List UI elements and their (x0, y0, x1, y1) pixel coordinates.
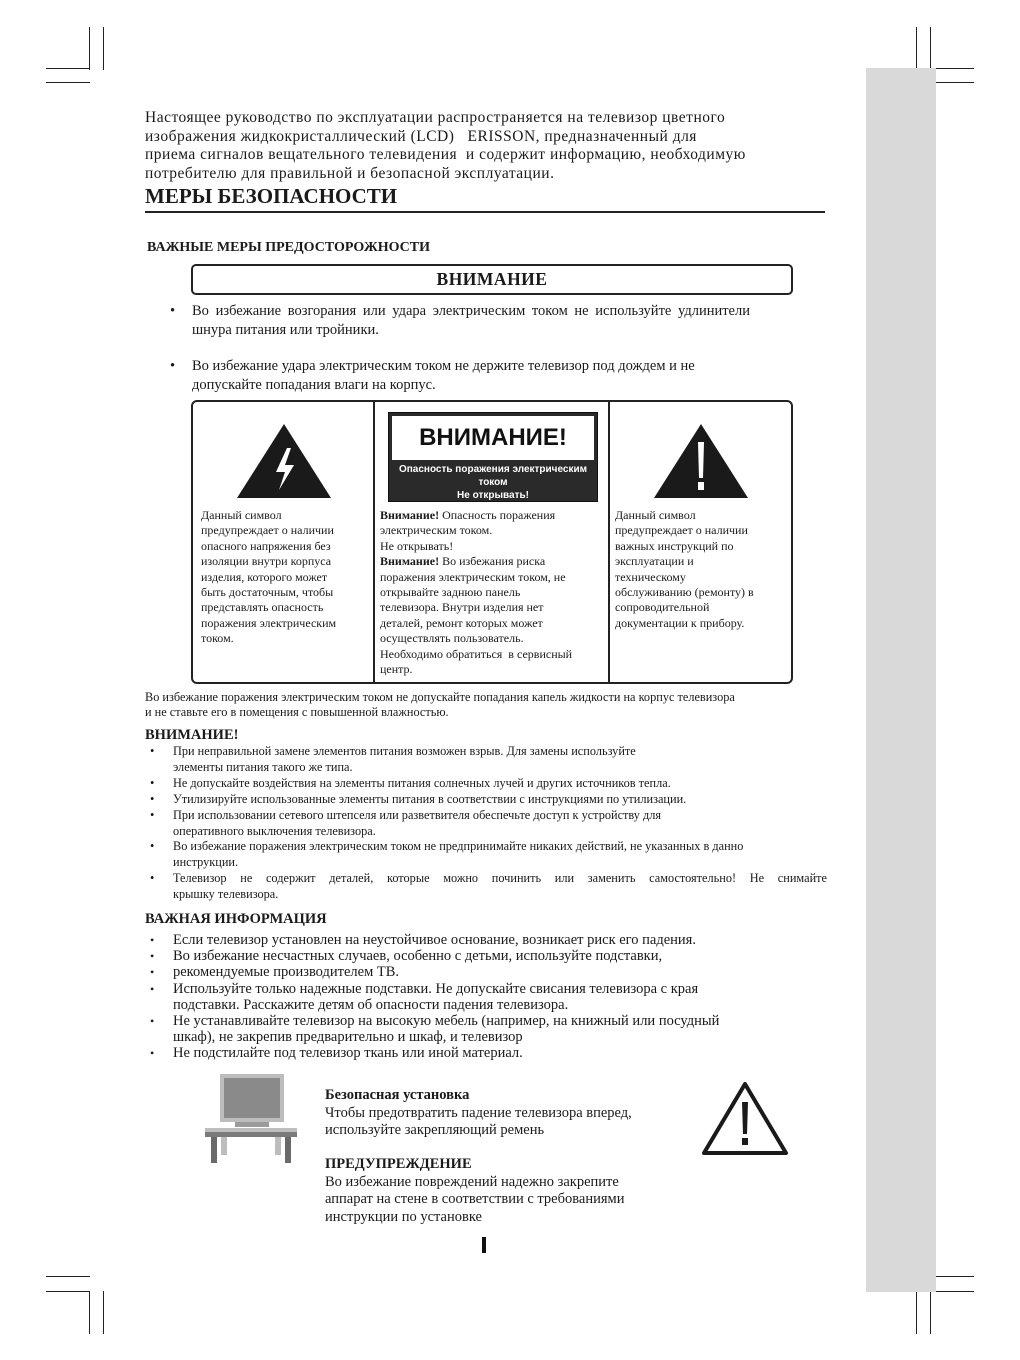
caution-block (325, 1156, 624, 1226)
list-item (145, 932, 827, 948)
bullet: • (150, 949, 155, 964)
text-line: Не допускайте воздействия на элементы питания солнечных лучей и других источников тепла. (173, 775, 671, 790)
text-line: используйте закрепляющий ремень (325, 1122, 545, 1138)
title-rule (145, 211, 825, 213)
bullet: • (150, 933, 155, 947)
text-line: Данный символ (201, 508, 282, 522)
bullet: • (150, 839, 155, 854)
info-list (145, 932, 827, 1062)
text-line: деталей, ремонт которых может (380, 615, 543, 630)
list-item (145, 839, 827, 871)
text-line: Используйте только надежные подставки. Не допускайте свисания телевизора с края (173, 980, 699, 997)
bullet: • (150, 871, 155, 886)
gray-side-tab (866, 68, 936, 1292)
crop-mark (930, 27, 931, 70)
text-line: осуществлять пользователь. (380, 631, 524, 646)
text-line: подставки. Расскажите детям об опасности падения телевизора. (173, 996, 569, 1013)
warning-title: ВНИМАНИЕ! (145, 727, 239, 743)
info-title: ВАЖНАЯ ИНФОРМАЦИЯ (145, 911, 327, 927)
list-item (145, 808, 827, 840)
list-item (145, 871, 827, 903)
bullet: • (150, 744, 155, 758)
page-number-mark (482, 1237, 486, 1253)
safe-install-block (325, 1087, 632, 1140)
intro-line: приема сигналов вещательного телевидения и содержит информацию, необходимую (145, 146, 746, 163)
text-line: Во избежание несчастных случаев, особенно с детьми, используйте подставки, (173, 948, 663, 965)
text-line: открывайте заднюю панель (380, 585, 521, 600)
sign-subtext (389, 463, 597, 502)
symbol-table (191, 400, 793, 684)
bullet: • (150, 965, 155, 980)
list-item (145, 792, 827, 808)
middle-cell-text (380, 508, 608, 677)
list-item (145, 964, 827, 980)
crop-mark (916, 1291, 917, 1334)
text-line: Данный символ (615, 508, 696, 522)
exclamation-warning-icon (652, 422, 750, 500)
section-title: МЕРЫ БЕЗОПАСНОСТИ (145, 184, 398, 208)
text-line: Не устанавливайте телевизор на высокую мебель (например, на книжный или посудный (173, 1013, 720, 1030)
bold-label: Внимание! (380, 508, 440, 522)
text-line: представлять опасность (201, 600, 324, 615)
intro-line: изображения жидкокристаллический (LCD) ERISSON, предназначенный для (145, 127, 697, 145)
text-span: Опасность поражения (439, 508, 556, 522)
list-item (145, 948, 827, 964)
right-cell-text (615, 508, 791, 631)
bullet: • (150, 775, 155, 790)
warning-triangle-icon (700, 1080, 790, 1156)
text-line: Если телевизор установлен на неустойчивое основание, возникает риск его падения. (173, 932, 696, 948)
bullet: • (150, 981, 155, 996)
text-line: элементы питания такого же типа. (173, 759, 353, 774)
caution-sign (388, 412, 598, 502)
text-line: крышку телевизора. (173, 887, 279, 902)
tv-on-stand-icon (205, 1074, 297, 1164)
bullet: • (150, 1046, 155, 1061)
text-line: шкаф), не закрепив предварительно и шкаф, и телевизор (173, 1029, 523, 1046)
text-line: аппарат на стене в соответствии с требованиями (325, 1191, 625, 1207)
text-line: Не открывать! (380, 538, 454, 553)
warning-list (145, 744, 827, 903)
intro-paragraph (145, 109, 825, 183)
text-line: Во избежание поражения электрическим током не предпринимайте никаких действий, не указанных в данно (173, 839, 744, 854)
text-line: Телевизор не содержит деталей, которые можно починить или заменить самостоятельно! Не снимайте (173, 871, 827, 886)
list-item (145, 744, 827, 776)
list-item (145, 1045, 827, 1061)
intro-line: Настоящее руководство по эксплуатации распространяется на телевизор цветного (145, 109, 726, 126)
crop-mark (930, 1291, 931, 1334)
text-line: изоляции внутри корпуса (201, 554, 332, 569)
text-line: током. (201, 631, 234, 646)
table-cell-middle (374, 402, 608, 682)
precautions-title: ВАЖНЫЕ МЕРЫ ПРЕДОСТОРОЖНОСТИ (147, 240, 431, 255)
crop-mark (916, 27, 917, 70)
text-line: оперативного выключения телевизора. (173, 823, 376, 838)
list-item (170, 357, 750, 395)
crop-mark (46, 1276, 90, 1277)
text-line: документации к прибору. (615, 615, 745, 630)
text-line: опасного напряжения без (201, 538, 331, 553)
bullet: • (150, 791, 155, 806)
crop-mark (930, 68, 974, 69)
text-line: телевизора. Внутри изделия нет (380, 600, 544, 615)
text-span: Во избежания риска (439, 554, 546, 569)
attention-box: ВНИМАНИЕ (191, 264, 793, 295)
text-line: поражения электрическим (201, 615, 337, 630)
sign-line: Опасность поражения электрическим током (398, 464, 588, 488)
caution-title: ПРЕДУПРЕЖДЕНИЕ (325, 1156, 472, 1172)
crop-mark (930, 82, 974, 83)
text-line: рекомендуемые производителем ТВ. (173, 964, 400, 981)
bullet: • (170, 303, 176, 319)
text-line: инструкции по установке (325, 1208, 482, 1225)
list-item (170, 302, 750, 340)
bold-label: Внимание! (380, 554, 440, 569)
crop-mark (89, 27, 90, 70)
text-line: сопроводительной (615, 600, 710, 615)
text-line: Во избежание повреждений надежно закрепите (325, 1173, 619, 1190)
text-line: изделия, которого может (201, 569, 328, 584)
text-line: техническому (615, 569, 686, 584)
intro-line: потребителю для правильной и безопасной эксплуатации. (145, 164, 555, 182)
safe-install-title: Безопасная установка (325, 1087, 470, 1103)
sign-title: ВНИМАНИЕ! (392, 416, 594, 460)
crop-mark (103, 1291, 104, 1334)
moisture-note (145, 690, 835, 720)
crop-mark (930, 1291, 974, 1292)
list-item (145, 1013, 827, 1045)
bullet-text: Во избежание удара электрическим током не держите телевизор под дождем и не допускайте попадания влаги на корпус. (192, 358, 695, 393)
bullet: • (170, 358, 176, 374)
crop-mark (930, 1276, 974, 1277)
text-line: важных инструкций по (615, 538, 734, 553)
text-line: предупреждает о наличии (615, 523, 748, 538)
text-line: Чтобы предотвратить падение телевизора вперед, (325, 1104, 632, 1121)
list-item (145, 776, 827, 792)
bullet-text: Во избежание возгорания или удара электрическим током не используйте удлинители шнура питания или тройники. (192, 303, 750, 338)
text-line: и не ставьте его в помещения с повышенной влажностью. (145, 705, 449, 720)
text-line: При использовании сетевого штепселя или разветвителя обеспечьте доступ к устройству для (173, 807, 662, 822)
text-line: Необходимо обратиться в сервисный (380, 646, 573, 661)
crop-mark (103, 27, 104, 70)
text-line: Утилизируйте использованные элементы питания в соответствии с инструкциями по утилизации. (173, 791, 687, 806)
list-item (145, 981, 827, 1013)
sign-line: Не открывать! (457, 490, 529, 501)
text-line: предупреждает о наличии (201, 523, 334, 538)
text-line: Не подстилайте под телевизор ткань или иной материал. (173, 1045, 523, 1062)
table-cell-right (610, 402, 791, 682)
text-line: поражения электрическим током, не (380, 569, 566, 584)
lightning-warning-icon (235, 422, 333, 500)
crop-mark (46, 68, 90, 69)
text-line: Во избежание поражения электрическим током не допускайте попадания капель жидкости на корпус телевизора (145, 690, 735, 704)
text-line: быть достаточным, чтобы (201, 585, 334, 600)
text-line: инструкции. (173, 855, 239, 870)
text-line: При неправильной замене элементов питания возможен взрыв. Для замены используйте (173, 744, 636, 758)
bullet: • (150, 1014, 155, 1029)
text-line: центр. (380, 662, 413, 677)
text-line: эксплуатации и (615, 554, 694, 569)
text-line: электрическим током. (380, 523, 493, 538)
bullet: • (150, 807, 155, 822)
crop-mark (89, 1291, 90, 1334)
left-cell-text (201, 508, 371, 647)
table-cell-left (193, 402, 373, 682)
text-line: обслуживанию (ремонту) в (615, 585, 754, 600)
crop-mark (46, 1291, 90, 1292)
crop-mark (46, 82, 90, 83)
